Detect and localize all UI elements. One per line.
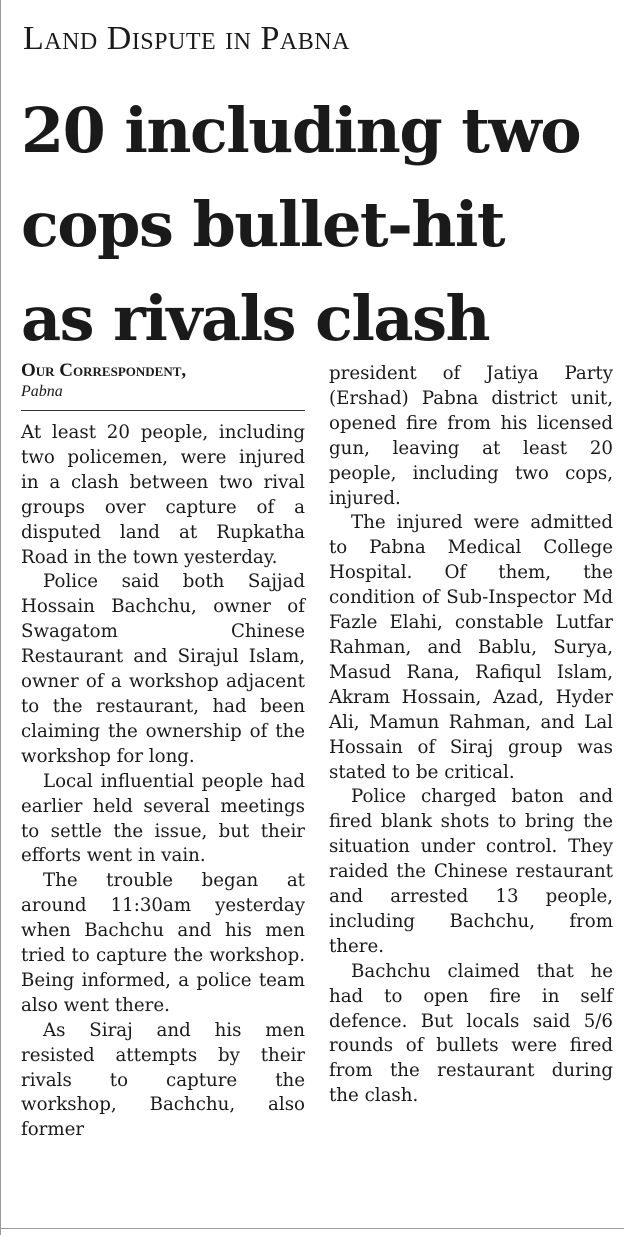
paragraph: president of Jatiya Party (Ershad) Pabna district unit, opened fire from his licensed gun, leaving at least 20 people, including two cops, injured. — [329, 363, 613, 509]
paragraph: Police said both Sajjad Hossain Bachchu, owner of Swagatom Chinese Restaurant and Sirajul Islam, owner of a workshop adjacent to the restaurant, had been claiming the ownership of the workshop for long. — [21, 571, 305, 767]
headline — [21, 84, 621, 366]
headline-line: as rivals clash — [21, 282, 490, 355]
paragraph: Police charged baton and fired blank shots to bring the situation under control. They raided the Chinese restaurant and arrested 13 people, including Bachchu, from there. — [329, 786, 613, 957]
column-right — [329, 362, 613, 1109]
headline-line: 20 including two — [21, 94, 581, 167]
bottom-divider — [1, 1228, 624, 1229]
paragraph: The trouble began at around 11:30am yesterday when Bachchu and his men tried to capture the workshop. Being informed, a police team also went there. — [21, 870, 305, 1016]
headline-line: cops bullet-hit — [21, 188, 505, 261]
dateline: Pabna — [21, 383, 63, 400]
paragraph: Local influential people had earlier held several meetings to settle the issue, but their efforts went in vain. — [21, 770, 305, 867]
kicker: Land Dispute in Pabna — [23, 20, 350, 57]
paragraph: As Siraj and his men resisted attempts by their rivals to capture the workshop, Bachchu, also former — [21, 1019, 305, 1141]
paragraph: At least 20 people, including two policemen, were injured in a clash between two rival groups over capture of a disputed land at Rupkatha Road in the town yesterday. — [21, 422, 305, 568]
column-left — [21, 360, 305, 1143]
paragraph: The injured were admitted to Pabna Medical College Hospital. Of them, the condition of Sub-Inspector Md Fazle Elahi, constable Lutfar Rahman, and Bablu, Surya, Masud Rana, Rafiqul Islam, Akram Hossain, Azad, Hyder Ali, Mamun Rahman, and Lal Hossain of Siraj group was stated to be critical. — [329, 512, 613, 783]
byline-divider — [21, 410, 305, 411]
byline: Our Correspondent, — [21, 360, 187, 381]
paragraph: Bachchu claimed that he had to open fire in self defence. But locals said 5/6 rounds of bullets were fired from the restaurant during the clash. — [329, 960, 613, 1107]
